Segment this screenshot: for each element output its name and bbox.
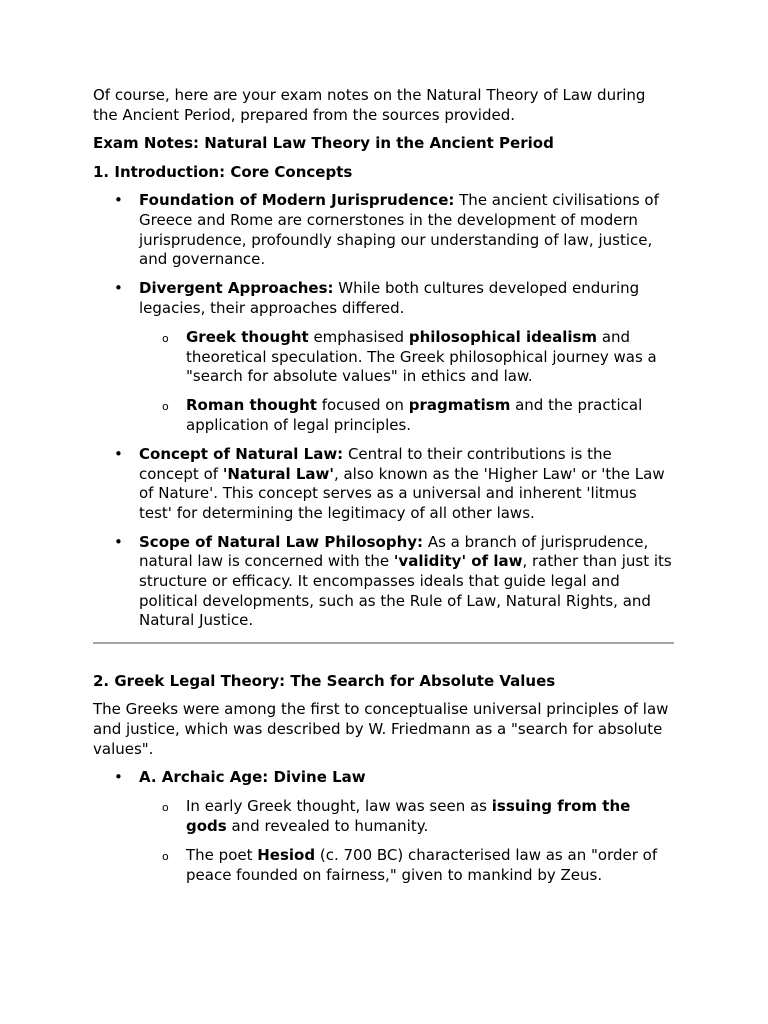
bullet-icon: • <box>114 532 123 551</box>
bold-text: Hesiod <box>257 845 316 864</box>
bullet-icon: • <box>114 191 123 210</box>
text: and theoretical speculation. The Greek philosophical journey was a "search for absolute values" in ethics and law. <box>186 327 657 386</box>
text: (c. 700 BC) characterised law as an "order of peace founded on fairness," given to mankind by Zeus. <box>186 845 658 884</box>
bullet-icon: • <box>114 768 123 787</box>
text: focused on <box>316 396 409 415</box>
section-2-paragraph: The Greeks were among the first to conceptualise universal principles of law and justice, which was described by W. Friedmann as a "search for absolute values". <box>93 700 669 758</box>
circle-bullet-icon: o <box>162 400 169 414</box>
bullet-icon: • <box>114 279 123 298</box>
bold-text: 'validity' of law <box>393 552 523 571</box>
sub-list-item <box>139 846 674 885</box>
item-label: Scope of Natural Law Philosophy: <box>139 532 424 551</box>
bullet-icon: • <box>114 444 123 463</box>
sub-list <box>139 328 674 435</box>
sub-list-item <box>139 396 674 435</box>
item-text: While both cultures developed enduring legacies, their approaches differed. <box>139 279 640 317</box>
list-item <box>93 191 674 269</box>
list-item <box>93 279 674 435</box>
document-title: Exam Notes: Natural Law Theory in the Ancient Period <box>93 134 554 153</box>
text: and revealed to humanity. <box>226 816 429 835</box>
bold-text: philosophical idealism <box>408 327 598 346</box>
text: As a branch of jurisprudence, natural law is concerned with the <box>139 532 649 571</box>
bold-text: Greek thought <box>186 327 309 346</box>
list-item <box>93 768 674 885</box>
item-label: Foundation of Modern Jurisprudence: <box>139 191 455 210</box>
horizontal-divider <box>93 642 674 644</box>
list-item <box>93 533 674 631</box>
sub-list-item <box>139 328 674 387</box>
sub-list <box>139 797 674 885</box>
item-text: The ancient civilisations of Greece and Rome are cornerstones in the development of modern jurisprudence, profoundly shaping our understanding of law, justice, and governance. <box>139 191 659 269</box>
bold-text: 'Natural Law' <box>222 464 334 483</box>
bold-text: issuing from the gods <box>186 797 631 835</box>
circle-bullet-icon: o <box>162 331 169 345</box>
item-label: A. Archaic Age: Divine Law <box>139 768 366 787</box>
item-label: Concept of Natural Law: <box>139 444 344 463</box>
bold-text: Roman thought <box>186 396 317 415</box>
intro-paragraph: Of course, here are your exam notes on the Natural Theory of Law during the Ancient Period, prepared from the sources provided. <box>93 86 646 124</box>
text: and the practical application of legal principles. <box>186 396 643 434</box>
section-1-list <box>93 191 674 630</box>
section-2-heading: 2. Greek Legal Theory: The Search for Absolute Values <box>93 671 556 690</box>
circle-bullet-icon: o <box>162 849 169 863</box>
text: , also known as the 'Higher Law' or 'the Law of Nature'. This concept serves as a universal and inherent 'litmus test' for determining the legitimacy of all other laws. <box>139 464 665 522</box>
section-1-heading: 1. Introduction: Core Concepts <box>93 162 353 181</box>
sub-list-item <box>139 797 674 836</box>
section-2-list <box>93 768 674 885</box>
circle-bullet-icon: o <box>162 801 169 815</box>
item-label: Divergent Approaches: <box>139 279 334 298</box>
text: In early Greek thought, law was seen as <box>186 797 492 816</box>
text: emphasised <box>308 327 409 346</box>
text: The poet <box>186 845 258 864</box>
bold-text: pragmatism <box>408 396 511 415</box>
text: Central to their contributions is the concept of <box>139 444 612 483</box>
text: , rather than just its structure or efficacy. It encompasses ideals that guide legal and political developments, such as the Rule of Law, Natural Rights, and Natural Justice. <box>139 552 672 630</box>
list-item <box>93 445 674 523</box>
